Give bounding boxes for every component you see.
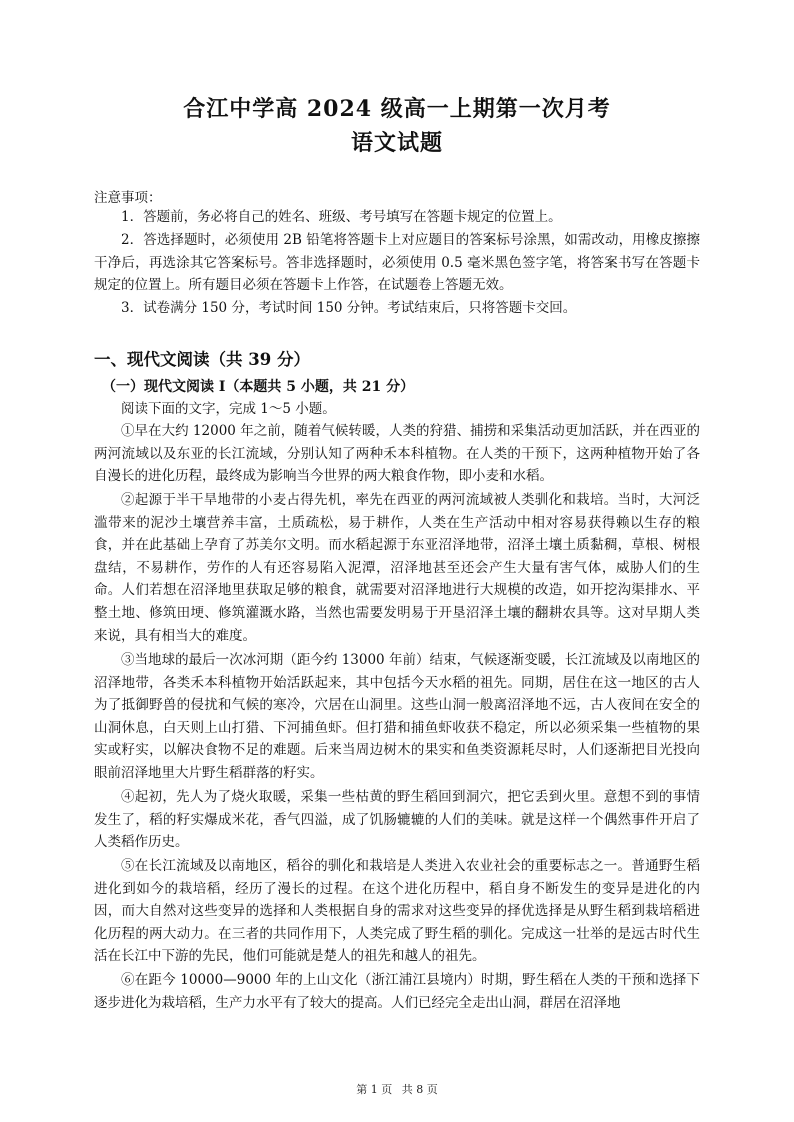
- exam-title: 合江中学高 2024 级高一上期第一次月考: [183, 96, 611, 122]
- subsection-heading: （一）现代文阅读 I（本题共 5 小题，共 21 分）: [102, 379, 415, 395]
- page-total: 共 8 页: [401, 1083, 438, 1096]
- notice-heading: 注意事项：: [94, 190, 162, 206]
- exam-subject-title: 语文试题: [350, 130, 443, 156]
- page-footer: [0, 1081, 794, 1097]
- section-heading: 一、现代文阅读（共 39 分）: [94, 350, 310, 369]
- notice-item-3: 3．试卷满分 150 分，考试时间 150 分钟。考试结束后，只将答题卡交回。: [121, 300, 577, 316]
- reading-instruction: 阅读下面的文字，完成 1～5 小题。: [121, 401, 336, 417]
- passage-paragraph-4: ④起初，先人为了烧火取暖，采集一些枯黄的野生稻回到洞穴，把它丢到火里。意想不到的事情发生了，稻的籽实爆成米花，香气四溢，成了饥肠辘辘的人们的美味。就是这样一个偶然事件开启了人类稻作历史。: [94, 789, 700, 851]
- passage-paragraph-3: ③当地球的最后一次冰河期（距今约 13000 年前）结束，气候逐渐变暖，长江流域及以南地区的沼泽地带，各类禾本科植物开始活跃起来，其中包括今天水稻的祖先。同期，居住在这一地区的古人为了抵御野兽的侵扰和气候的寒冷，穴居在山洞里。这些山洞一般离沼泽地不远，古人夜间在安全的山洞休息，白天则上山打猎、下河捕鱼虾。但打猎和捕鱼虾收获不稳定，所以必须采集一些植物的果实或籽实，以解决食物不足的难题。后来当周边树木的果实和鱼类资源耗尽时，人们逐渐把目光投向眼前沼泽地里大片野生稻群落的籽实。: [94, 652, 700, 781]
- passage-paragraph-6: ⑥在距今 10000—9000 年的上山文化（浙江浦江县境内）时期，野生稻在人类的干预和选择下逐步进化为栽培稻，生产力水平有了较大的提高。人们已经完全走出山洞，群居在沼泽地: [94, 972, 700, 1011]
- passage-paragraph-5: ⑤在长江流域及以南地区，稻谷的驯化和栽培是人类进入农业社会的重要标志之一。普通野生稻进化到如今的栽培稻，经历了漫长的过程。在这个进化历程中，稻自身不断发生的变异是进化的内因，而大自然对这些变异的选择和人类根据自身的需求对这些变异的择优选择是从野生稻到栽培稻进化历程的两大动力。在三者的共同作用下，人类完成了野生稻的驯化。完成这一壮举的是远古时代生活在长江中下游的先民，他们可能就是楚人的祖先和越人的祖先。: [94, 858, 700, 965]
- passage-paragraph-2: ②起源于半干旱地带的小麦占得先机，率先在西亚的两河流域被人类驯化和栽培。当时，大河泛滥带来的泥沙土壤营养丰富，土质疏松，易于耕作，人类在生产活动中相对容易获得赖以生存的粮食，并在此基础上孕育了苏美尔文明。而水稻起源于东亚沼泽地带，沼泽土壤土质黏稠，草根、树根盘结，不易耕作，劳作的人有还容易陷入泥潭，沼泽地甚至还会产生大量有害气体，威胁人们的生命。人们若想在沼泽地里获取足够的粮食，就需要对沼泽地进行大规模的改造，如开挖沟渠排水、平整土地、修筑田埂、修筑灌溉水路，当然也需要发明易于开垦沼泽土壤的翻耕农具等。这对早期人类来说，具有相当大的难度。: [94, 492, 700, 644]
- page-number: 第 1 页: [356, 1083, 393, 1096]
- notice-item-2: 2．答选择题时，必须使用 2B 铅笔将答题卡上对应题目的答案标号涂黑，如需改动，用橡皮擦擦干净后，再选涂其它答案标号。答非选择题时，必须使用 0.5 毫米黑色签字笔，将答案书写在答题卡规定的位置上。所有题目必须在答题卡上作答，在试题卷上答题无效。: [94, 232, 700, 294]
- notice-item-1: 1．答题前，务必将自己的姓名、班级、考号填写在答题卡规定的位置上。: [121, 209, 562, 225]
- passage-paragraph-1: ①早在大约 12000 年之前，随着气候转暖，人类的狩猎、捕捞和采集活动更加活跃，并在西亚的两河流域以及东亚的长江流域，分别认知了两种禾本科植物。在人类的干预下，这两种植物开始了各自漫长的进化历程，最终成为影响当今世界的两大粮食作物，即小麦和水稻。: [94, 423, 700, 485]
